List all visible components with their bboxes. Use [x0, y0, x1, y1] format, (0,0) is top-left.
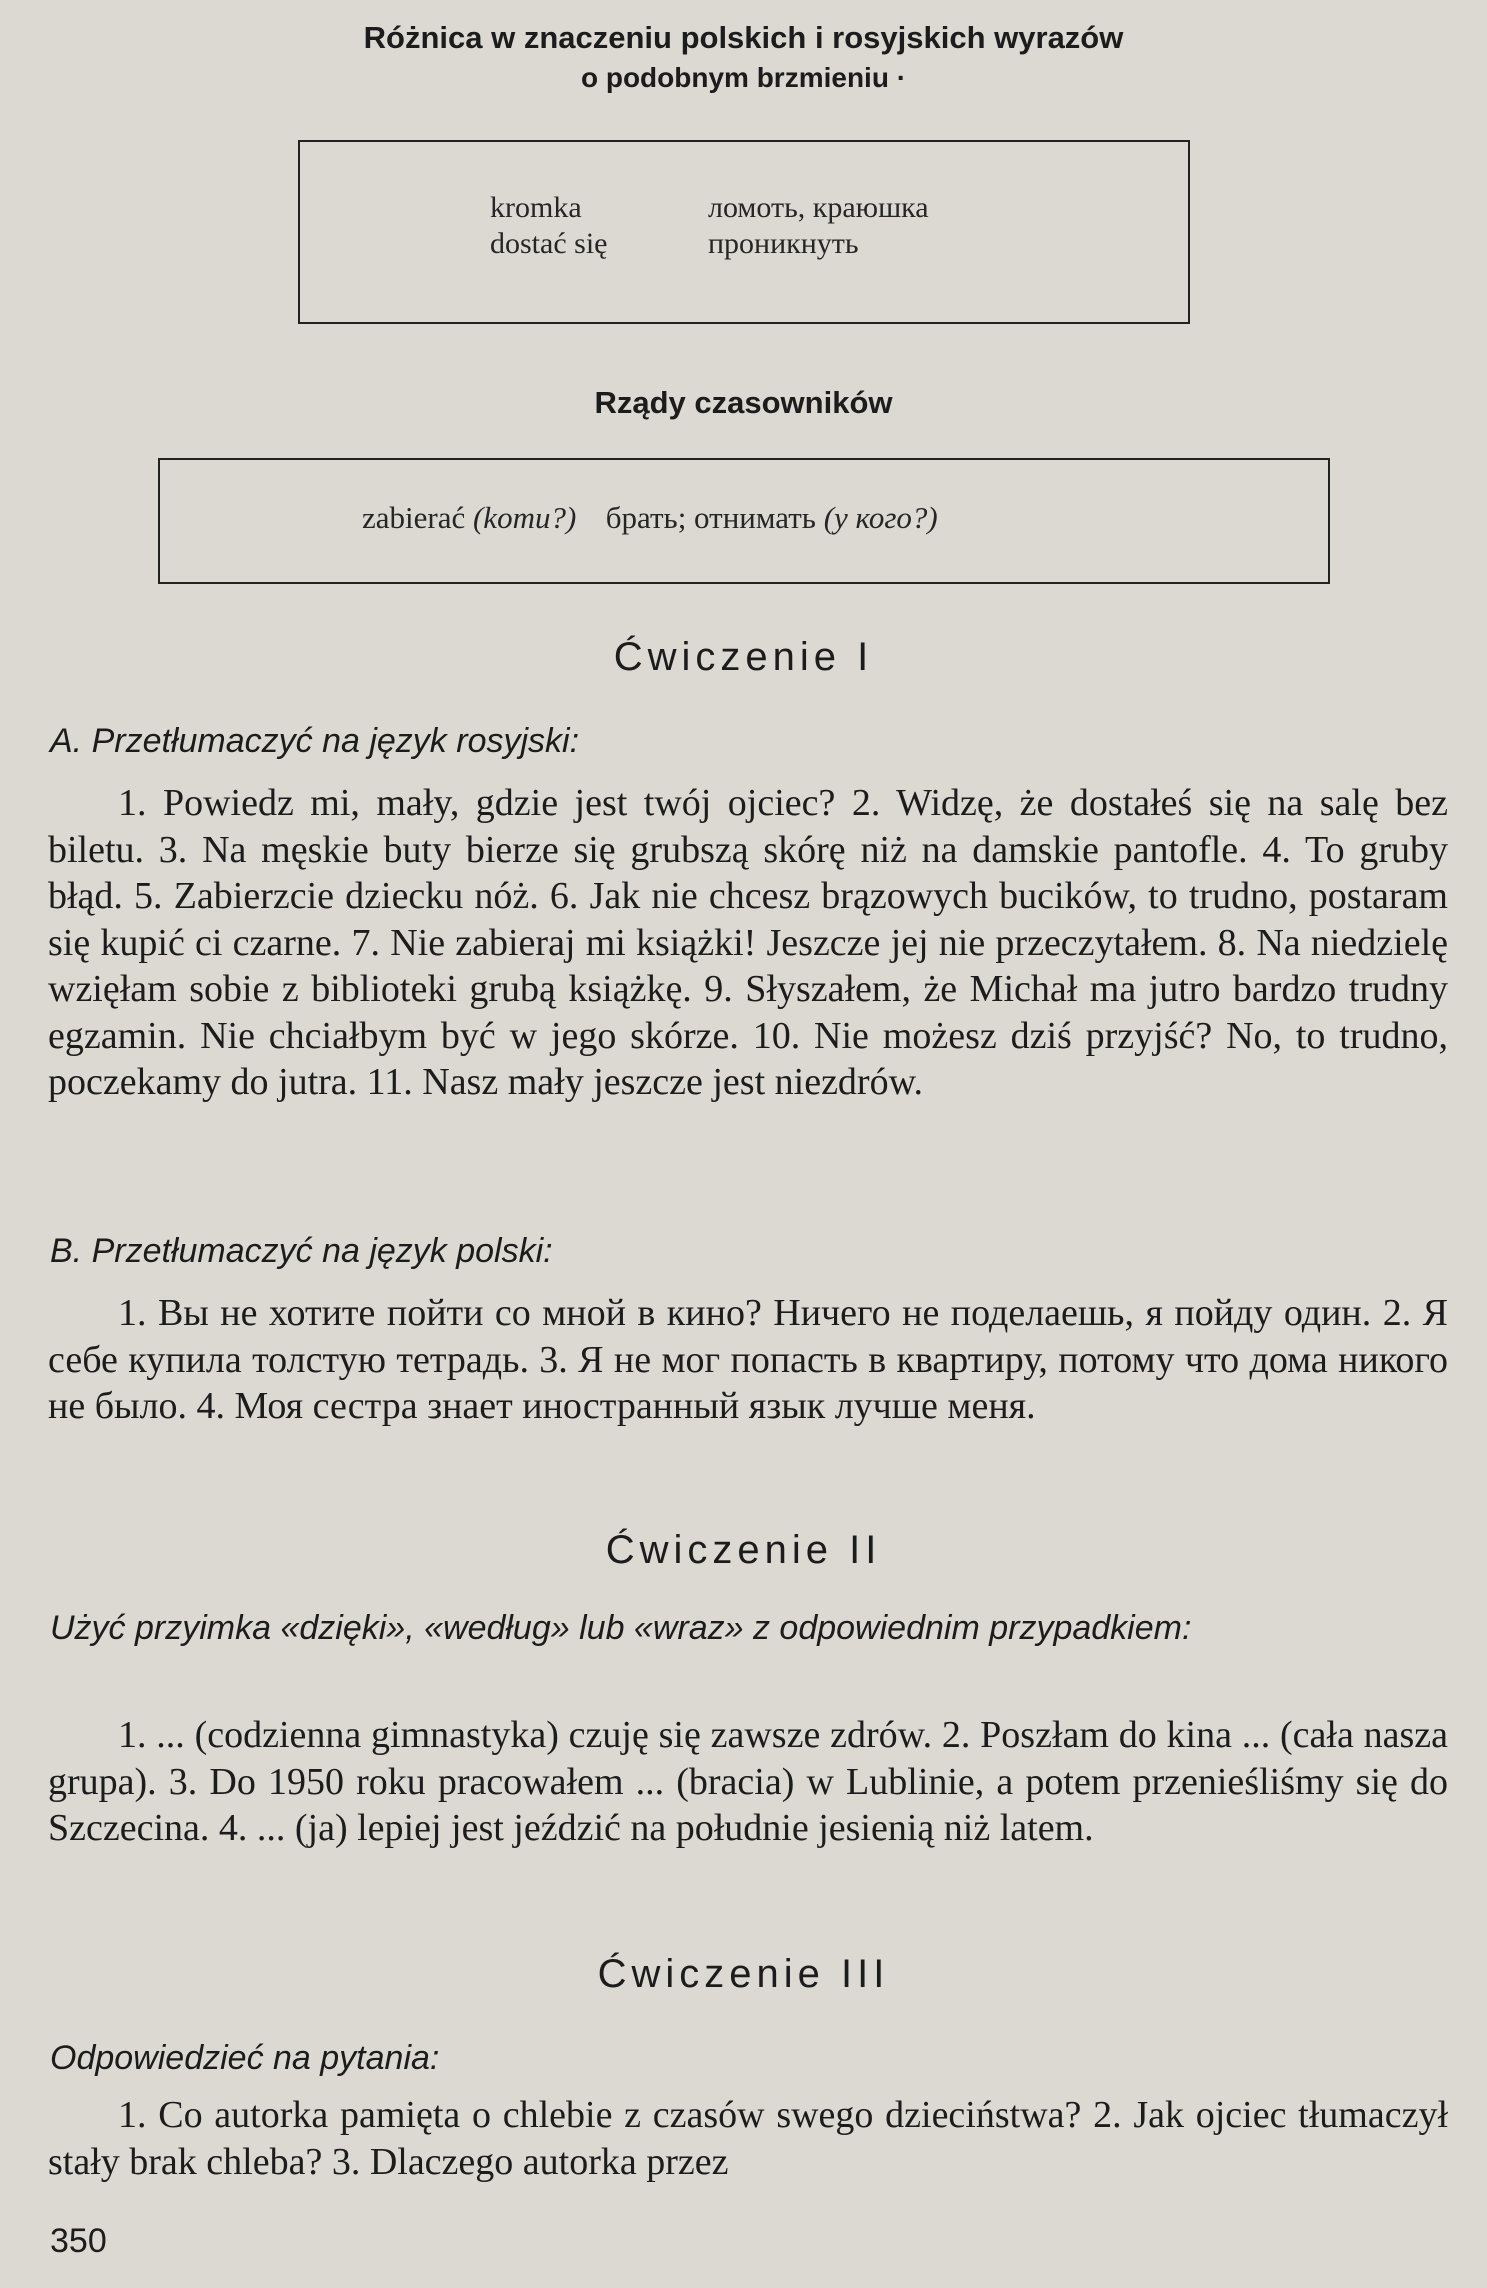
- exercise-3-text: 1. Co autorka pamięta o chlebie z czasów swego dzieciństwa? 2. Jak ojciec tłumaczył stały brak chleba? 3. Dlaczego autorka przez: [48, 2094, 1448, 2183]
- verb-pl-case: (komu?): [472, 500, 577, 535]
- exercise-1a-text: 1. Powiedz mi, mały, gdzie jest twój ojciec? 2. Widzę, że dostałeś się na salę bez biletu. 3. Na męskie buty bierze się grubszą skórę niż na damskie pantofle. 4. To gruby błąd. 5. Zabierzcie dziecku nóż. 6. Jak nie chcesz brązowych bucików, to trudno, postaram się kupić ci czarne. 7. Nie zabieraj mi książki! Jeszcze jej nie przeczytałem. 8. Na niedzielę wzięłam sobie z biblioteki grubą książkę. 9. Słyszałem, że Michał ma jutro bardzo trudny egzamin. Nie chciałbym być w jego skórze. 10. Nie możesz dziś przyjść? No, to trudno, poczekamy do jutra. 11. Nasz mały jeszcze jest niezdrów.: [48, 782, 1448, 1103]
- vocab-ru-2: проникнуть: [708, 227, 859, 260]
- exercise-2-heading: Ćwiczenie II: [605, 1528, 882, 1572]
- exercise-3-heading: Ćwiczenie III: [597, 1952, 890, 1996]
- page-number: 350: [50, 2222, 107, 2260]
- verbs-title: Rządy czasowników: [594, 385, 893, 420]
- vocab-polish-column: [490, 190, 607, 262]
- exercise-2-text: 1. ... (codzienna gimnastyka) czuję się zawsze zdrów. 2. Poszłam do kina ... (cała nasza grupa). 3. Do 1950 roku pracowałem ... (bracia) w Lublinie, a potem przenieśliśmy się do Szczecina. 4. ... (ja) lepiej jest jeździć na południe jesienią niż latem.: [48, 1714, 1448, 1849]
- section-title: [0, 18, 1487, 98]
- exercise-1b-instruction: B. Przetłumaczyć na język polski:: [50, 1232, 553, 1270]
- verb-ru-case: (у кого?): [823, 500, 938, 535]
- vocab-russian-column: [708, 190, 929, 262]
- vocab-pl-1: kromka: [490, 191, 582, 224]
- exercise-1a-instruction: A. Przetłumaczyć na język rosyjski:: [50, 722, 580, 760]
- verb-pl: zabierać: [362, 500, 466, 535]
- exercise-1-heading: Ćwiczenie I: [613, 635, 874, 679]
- verbs-row: [362, 500, 938, 536]
- vocab-ru-1: ломоть, краюшка: [708, 191, 929, 224]
- title-line-2: o podobnym brzmieniu ·: [580, 62, 907, 93]
- exercise-3-instruction: Odpowiedzieć na pytania:: [50, 2039, 440, 2077]
- exercise-2-instruction: Użyć przyimka «dzięki», «według» lub «wraz» z odpowiednim przypadkiem:: [50, 1609, 1192, 1647]
- vocab-pl-2: dostać się: [490, 227, 608, 260]
- title-line-1: Różnica w znaczeniu polskich i rosyjskich wyrazów: [363, 20, 1124, 55]
- exercise-1b-text: 1. Вы не хотите пойти со мной в кино? Ничего не поделаешь, я пойду один. 2. Я себе купила толстую тетрадь. 3. Я не мог попасть в квартиру, потому что дома никого не было. 4. Моя сестра знает иностранный язык лучше меня.: [48, 1292, 1448, 1427]
- verb-ru: брать; отнимать: [605, 500, 816, 535]
